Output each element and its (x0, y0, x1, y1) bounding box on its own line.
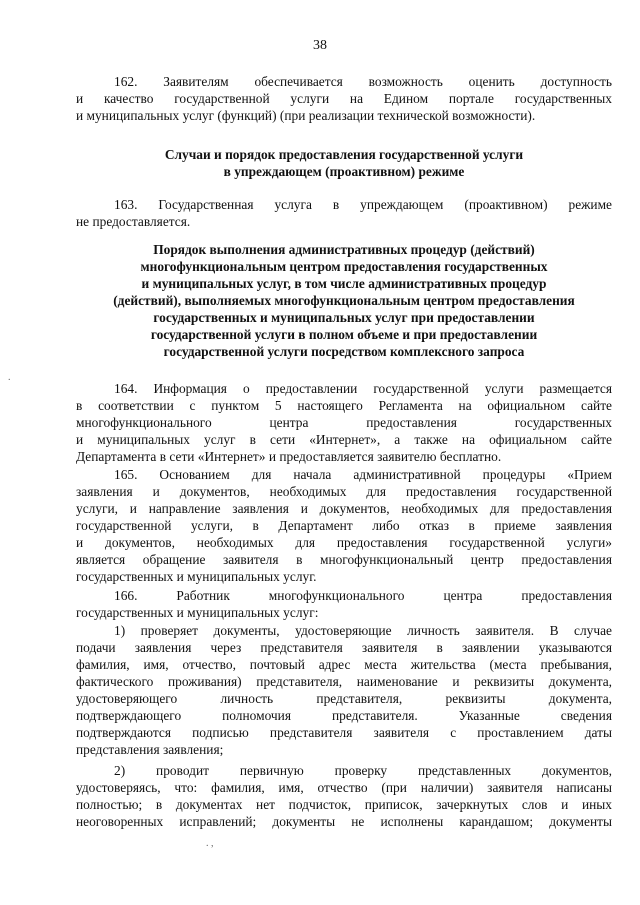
paragraph-line: 163. Государственная услуга в упреждающем (проактивном) режиме (114, 197, 612, 212)
section-heading-mfc (76, 241, 612, 360)
paragraph-166-item-1 (76, 622, 612, 758)
heading-line: в упреждающем (проактивном) режиме (223, 164, 465, 179)
paragraph-line: неоговоренных исправлений; документы не исполнены карандашом; документы (76, 814, 612, 829)
paragraph-line: 1) проверяет документы, удостоверяющие личность заявителя. В случае (114, 623, 612, 638)
paragraph-line: услуги, и направление заявления и документов, необходимых для предоставления (76, 501, 612, 516)
paragraph-line: является обращение заявителя в многофункциональный центр предоставления (76, 552, 612, 567)
paragraph-line: полностью; в документах нет подчисток, приписок, зачеркнутых слов и иных (76, 797, 612, 812)
heading-line: и муниципальных услуг, в том числе административных процедур (141, 276, 547, 291)
paragraph-line: и качество государственной услуги на Едином портале государственных (76, 91, 612, 106)
heading-line: (действий), выполняемых многофункциональным центром предоставления (113, 293, 575, 308)
paragraph-line: Департамента в сети «Интернет» и предоставляется заявителю бесплатно. (76, 449, 502, 464)
paragraph-165 (76, 466, 612, 585)
paragraph-line: 165. Основанием для начала административной процедуры «Прием (114, 467, 612, 482)
heading-line: Порядок выполнения административных процедур (действий) (153, 242, 535, 257)
paragraph-line: государственных и муниципальных услуг. (76, 569, 317, 584)
heading-line: многофункциональным центром предоставления государственных (140, 259, 548, 274)
paragraph-line: и документов, необходимых для предоставления государственной услуги» (76, 535, 612, 550)
paragraph-line: фактического проживания) представителя, наименование и реквизиты документа, (76, 674, 612, 689)
paragraph-line: представления заявления; (76, 742, 224, 757)
paragraph-162 (76, 73, 612, 124)
scan-speck: . (8, 372, 11, 383)
heading-line: Случаи и порядок предоставления государственной услуги (164, 147, 524, 162)
paragraph-line: удостоверяясь, что: фамилия, имя, отчество (при наличии) заявителя написаны (76, 780, 612, 795)
paragraph-164 (76, 380, 612, 465)
paragraph-line: 2) проводит первичную проверку представленных документов, (114, 763, 612, 778)
scan-speck: . , (206, 838, 214, 849)
heading-line: государственной услуги посредством комплексного запроса (163, 344, 525, 359)
paragraph-line: подтверждаются подписью представителя заявителя с проставлением даты (76, 725, 612, 740)
paragraph-line: государственной услуги, в Департамент либо отказ в приеме заявления (76, 518, 612, 533)
paragraph-line: 164. Информация о предоставлении государственной услуги размещается (114, 381, 612, 396)
page-number: 38 (313, 38, 327, 53)
paragraph-line: подтверждающего полномочия представителя. Указанные сведения (76, 708, 612, 723)
paragraph-line: 166. Работник многофункционального центра предоставления (114, 588, 612, 603)
paragraph-line: заявления и документов, необходимых для предоставления государственной (76, 484, 612, 499)
paragraph-line: не предоставляется. (76, 214, 191, 229)
paragraph-166-item-2 (76, 762, 612, 830)
paragraph-line: фамилия, имя, отчество, почтовый адрес места жительства (места пребывания, (76, 657, 612, 672)
paragraph-166 (76, 587, 612, 621)
section-heading-proactive (76, 146, 612, 180)
paragraph-line: 162. Заявителям обеспечивается возможность оценить доступность (114, 74, 612, 89)
heading-line: государственных и муниципальных услуг при предоставлении (153, 310, 535, 325)
heading-line: государственной услуги в полном объеме и при предоставлении (150, 327, 538, 342)
paragraph-line: удостоверяющего личность представителя, реквизиты документа, (76, 691, 612, 706)
paragraph-line: подачи заявления через представителя заявителя в заявлении указываются (76, 640, 612, 655)
paragraph-line: многофункционального центра предоставления государственных (76, 415, 612, 430)
paragraph-163 (76, 196, 612, 230)
paragraph-line: и муниципальных услуг в сети «Интернет», а также на официальном сайте (76, 432, 612, 447)
paragraph-line: в соответствии с пунктом 5 настоящего Регламента на официальном сайте (76, 398, 612, 413)
paragraph-line: и муниципальных услуг (функций) (при реализации технической возможности). (76, 108, 536, 123)
paragraph-line: государственных и муниципальных услуг: (76, 605, 319, 620)
